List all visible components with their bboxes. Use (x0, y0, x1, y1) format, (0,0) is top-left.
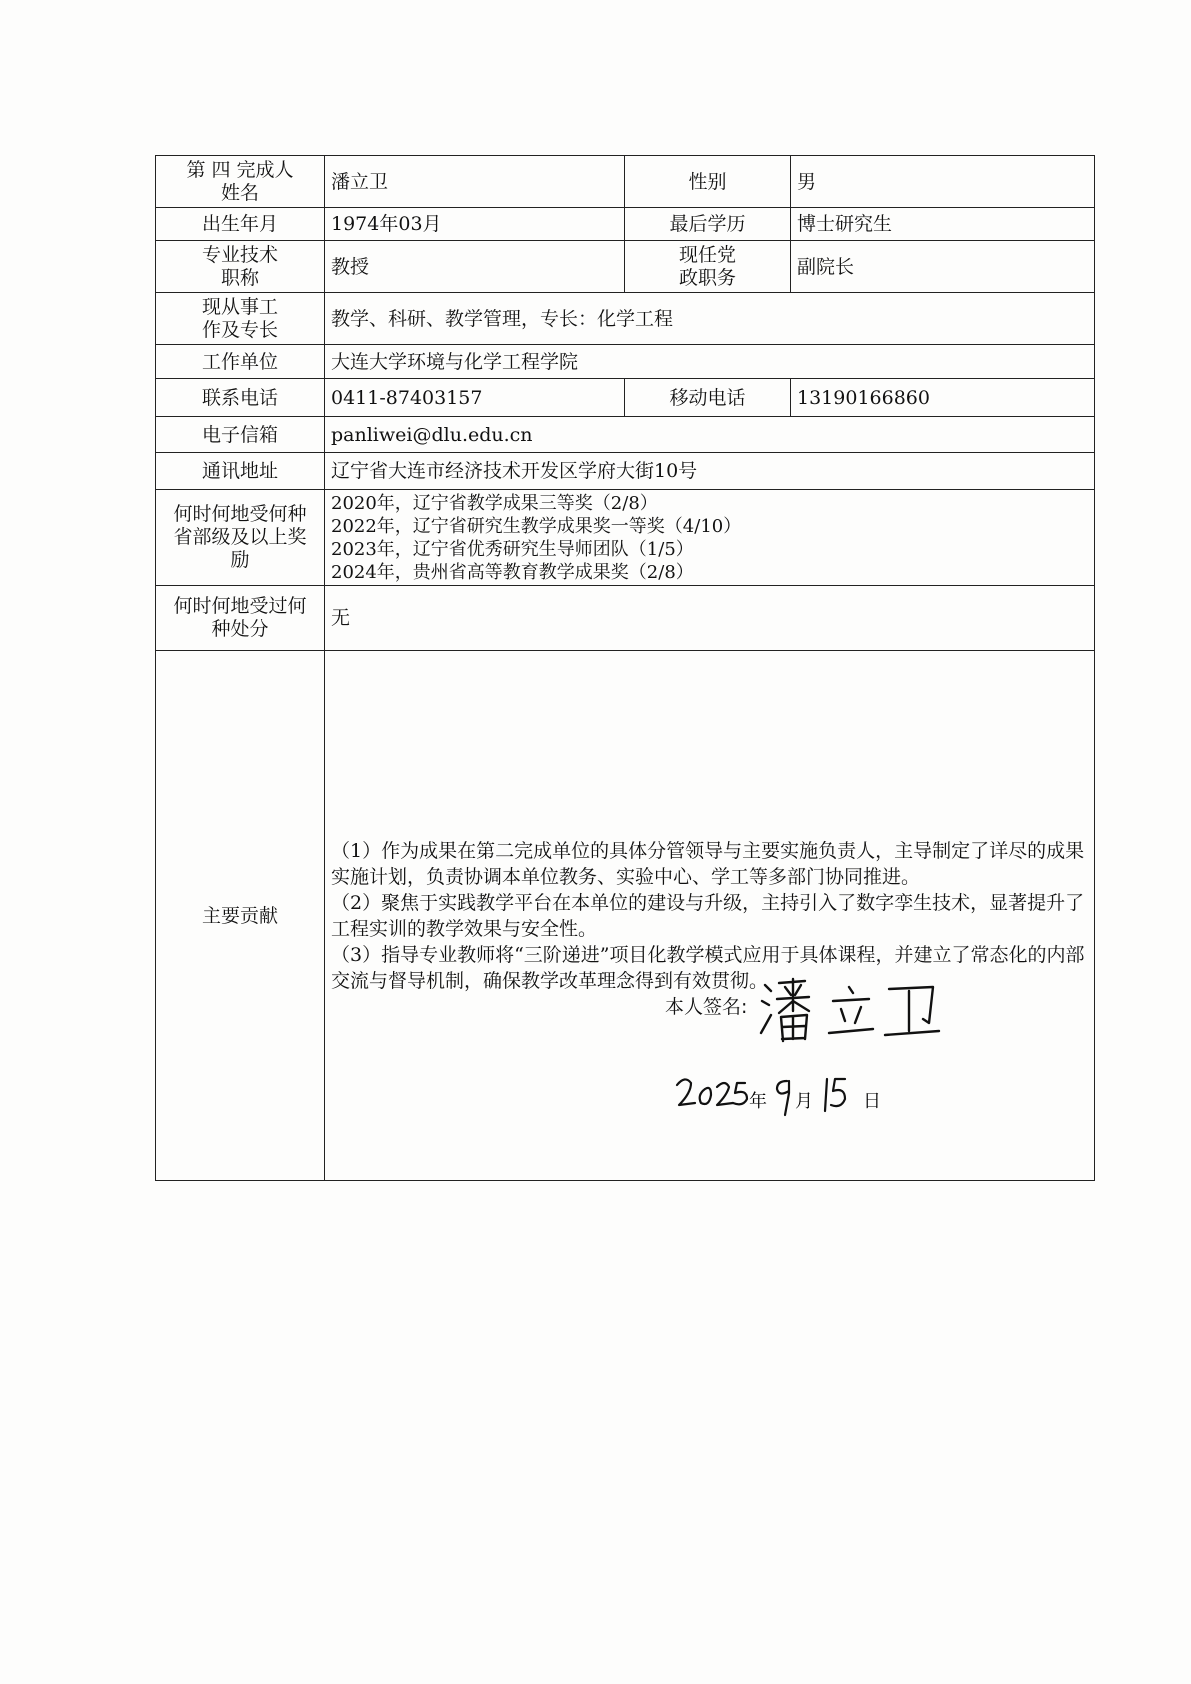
contrib-paragraph: （3）指导专业教师将“三阶递进”项目化教学模式应用于具体课程，并建立了常态化的内部交流与督导机制，确保教学改革理念得到有效贯彻。 (331, 943, 1085, 992)
award-item: 2020年，辽宁省教学成果三等奖（2/8） (331, 492, 658, 514)
gender-value: 男 (791, 156, 1095, 208)
contrib-paragraph: （2）聚焦于实践教学平台在本单位的建设与升级，主持引入了数字孪生技术，显著提升了工程实训的教学效果与安全性。 (331, 891, 1085, 940)
punish-value: 无 (325, 586, 1095, 651)
row-awards (156, 490, 1095, 586)
award-item: 2022年，辽宁省研究生教学成果奖一等奖（4/10） (331, 515, 742, 537)
row-email (156, 417, 1095, 453)
row-unit (156, 345, 1095, 379)
phone-value: 0411-87403157 (325, 379, 625, 417)
address-value: 辽宁省大连市经济技术开发区学府大街10号 (325, 453, 1095, 490)
work-value: 教学、科研、教学管理，专长：化学工程 (325, 293, 1095, 345)
row-name (156, 156, 1095, 208)
address-label: 通讯地址 (156, 453, 325, 490)
position-label-text: 现任党 政职务 (678, 243, 736, 289)
row-contrib (156, 651, 1095, 1181)
phone-label: 联系电话 (156, 379, 325, 417)
birth-value: 1974年03月 (325, 208, 625, 241)
unit-value: 大连大学环境与化学工程学院 (325, 345, 1095, 379)
date-month-unit: 月 (795, 1091, 813, 1112)
awards-label-text: 何时何地受何种 省部级及以上奖 励 (173, 503, 307, 571)
handwritten-date (675, 1071, 895, 1121)
title-value: 教授 (325, 241, 625, 293)
date-day-unit: 日 (863, 1091, 881, 1112)
name-label (156, 156, 325, 208)
birth-label: 出生年月 (156, 208, 325, 241)
work-label (156, 293, 325, 345)
title-label (156, 241, 325, 293)
awards-label (156, 490, 325, 586)
position-label (625, 241, 791, 293)
education-label: 最后学历 (625, 208, 791, 241)
work-label-text: 现从事工 作及专长 (201, 295, 278, 341)
awards-list (325, 490, 1095, 586)
punish-label-text: 何时何地受过何 种处分 (173, 595, 307, 640)
award-item: 2023年，辽宁省优秀研究生导师团队（1/5） (331, 538, 694, 560)
personal-info-form (155, 155, 1095, 1181)
unit-label: 工作单位 (156, 345, 325, 379)
position-value: 副院长 (791, 241, 1095, 293)
handwritten-signature (757, 971, 957, 1051)
signature-block (665, 971, 1095, 1171)
gender-label: 性别 (625, 156, 791, 208)
email-value: panliwei@dlu.edu.cn (325, 417, 1095, 453)
education-value: 博士研究生 (791, 208, 1095, 241)
name-value: 潘立卫 (325, 156, 625, 208)
contrib-paragraph: （1）作为成果在第二完成单位的具体分管领导与主要实施负责人，主导制定了详尽的成果实施计划，负责协调本单位教务、实验中心、学工等多部门协同推进。 (331, 839, 1085, 888)
contrib-label: 主要贡献 (156, 651, 325, 1181)
email-label: 电子信箱 (156, 417, 325, 453)
mobile-value: 13190166860 (791, 379, 1095, 417)
signature-label: 本人签名: (665, 996, 748, 1018)
row-title (156, 241, 1095, 293)
contrib-cell (325, 651, 1095, 1181)
award-item: 2024年，贵州省高等教育教学成果奖（2/8） (331, 561, 694, 583)
title-label-text: 专业技术 职称 (201, 243, 278, 289)
row-punish (156, 586, 1095, 651)
punish-label (156, 586, 325, 651)
row-birth (156, 208, 1095, 241)
mobile-label: 移动电话 (625, 379, 791, 417)
row-phone (156, 379, 1095, 417)
row-address (156, 453, 1095, 490)
date-year-unit: 年 (749, 1091, 767, 1112)
row-work (156, 293, 1095, 345)
name-label-text: 第 四 完成人 姓名 (186, 158, 294, 204)
